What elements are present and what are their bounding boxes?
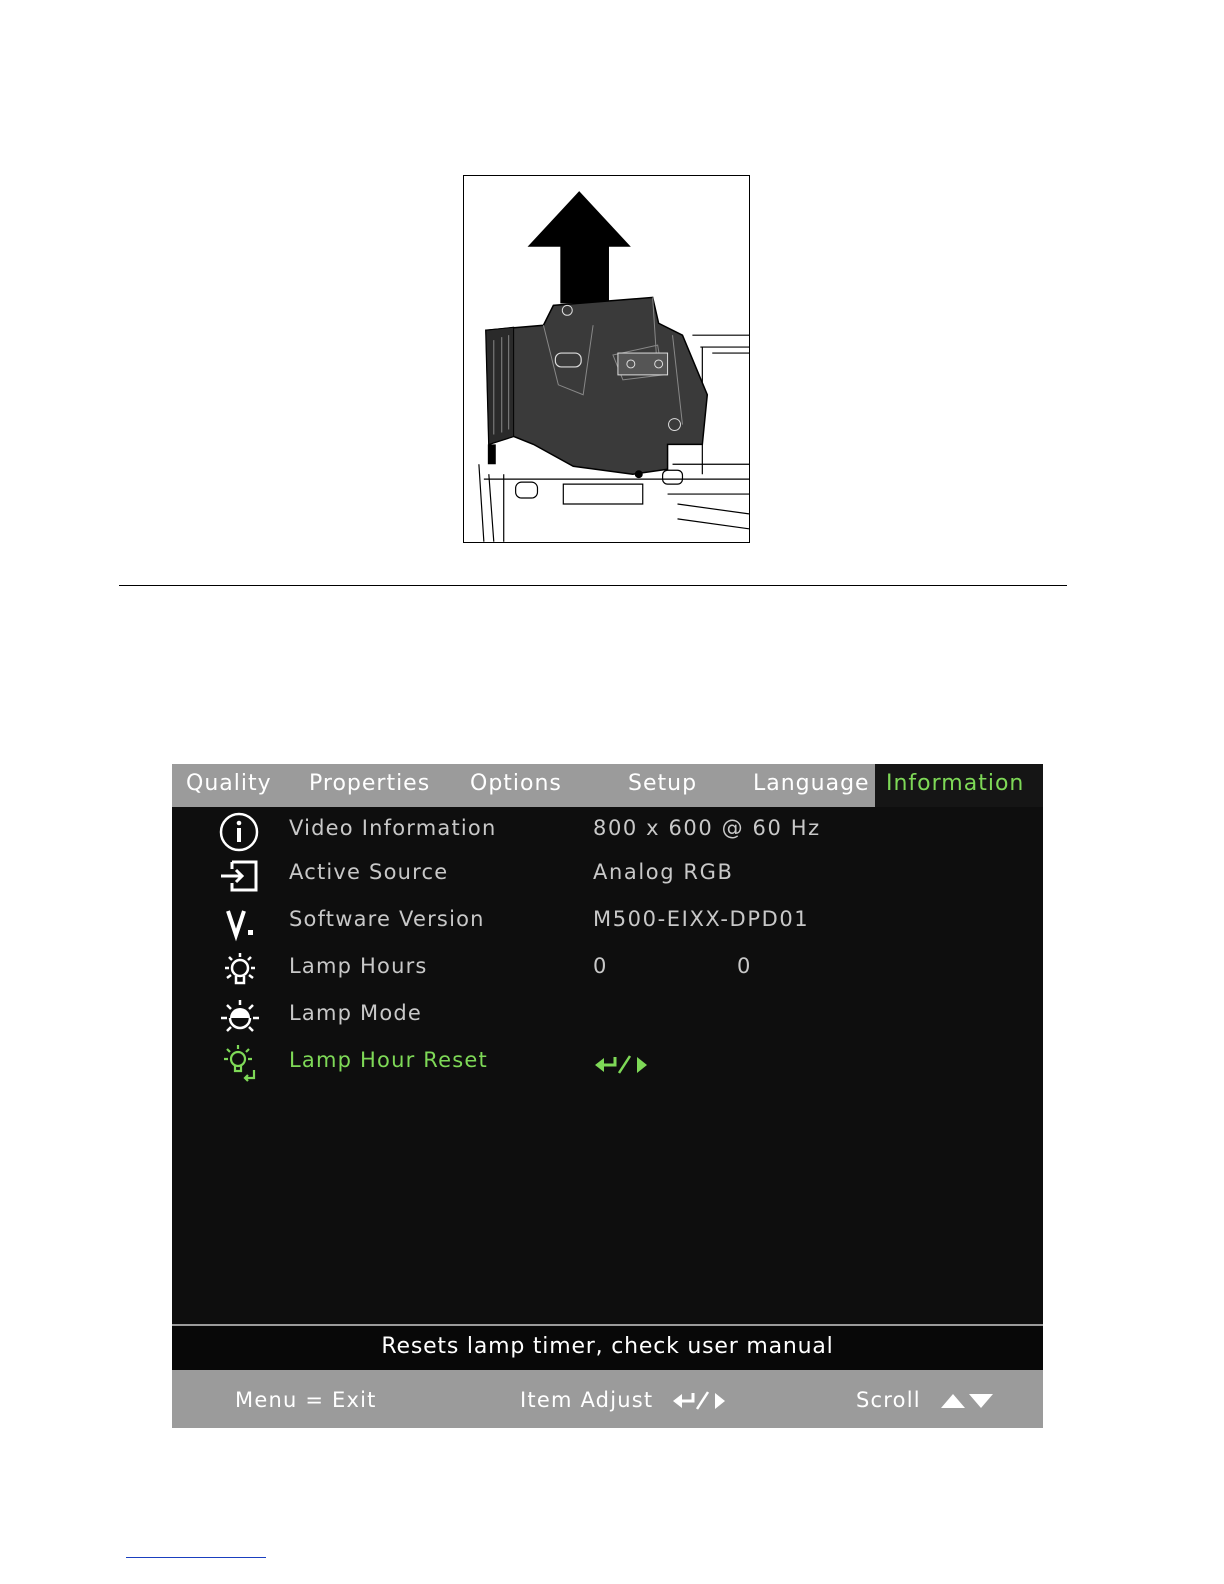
menu-exit-hint: Menu = Exit: [235, 1388, 377, 1412]
video-information-label: Video Information: [289, 816, 497, 840]
scroll-hint: [856, 1370, 997, 1430]
horizontal-divider: [119, 585, 1067, 586]
up-down-arrows-icon: [939, 1390, 997, 1412]
lamp-mode-label: Lamp Mode: [289, 1001, 423, 1025]
row-lamp-mode[interactable]: [172, 997, 1043, 1037]
lamp-reset-icon: [218, 1044, 264, 1084]
active-source-value: Analog RGB: [593, 860, 734, 884]
version-icon: [218, 903, 264, 943]
lamp-hours-label: Lamp Hours: [289, 954, 428, 978]
tab-options[interactable]: Options: [470, 771, 562, 796]
lamp-hour-reset-label: Lamp Hour Reset: [289, 1048, 488, 1072]
item-adjust-label: Item Adjust: [520, 1388, 654, 1412]
tab-information[interactable]: Information: [875, 764, 1043, 807]
help-hint-text: Resets lamp timer, check user manual: [381, 1334, 834, 1359]
video-information-value: 800 x 600 @ 60 Hz: [593, 816, 821, 840]
tab-setup[interactable]: Setup: [628, 771, 698, 796]
active-source-label: Active Source: [289, 860, 449, 884]
software-version-label: Software Version: [289, 907, 485, 931]
tab-quality[interactable]: Quality: [186, 771, 272, 796]
lamp-hours-value: 0: [593, 954, 608, 978]
osd-information-menu: [172, 764, 1043, 1428]
tab-language[interactable]: Language: [753, 771, 870, 796]
lamp-hours-value-secondary: 0: [737, 954, 751, 978]
source-input-icon: [218, 856, 264, 896]
item-adjust-hint: [520, 1370, 729, 1430]
pull-up-arrow-icon: [528, 191, 631, 303]
row-video-information[interactable]: [172, 812, 1043, 852]
help-hint-bar: [172, 1324, 1043, 1370]
lamp-hours-icon: [218, 950, 264, 990]
link-underline[interactable]: [126, 1557, 266, 1558]
row-software-version[interactable]: [172, 903, 1043, 943]
scroll-label: Scroll: [856, 1388, 921, 1412]
menu-tab-bar: [172, 764, 1043, 807]
row-lamp-hours[interactable]: [172, 950, 1043, 990]
enter-right-arrow-icon: [671, 1390, 729, 1412]
footer-navigation-bar: [172, 1370, 1043, 1428]
tab-properties[interactable]: Properties: [309, 771, 431, 796]
row-lamp-hour-reset[interactable]: [172, 1044, 1043, 1084]
software-version-value: M500-EIXX-DPD01: [593, 907, 810, 931]
lamp-removal-illustration: [463, 175, 750, 543]
lamp-mode-icon: [218, 997, 264, 1037]
enter-or-right-icon[interactable]: [593, 1054, 651, 1080]
info-icon: [218, 812, 264, 852]
row-active-source[interactable]: [172, 856, 1043, 896]
